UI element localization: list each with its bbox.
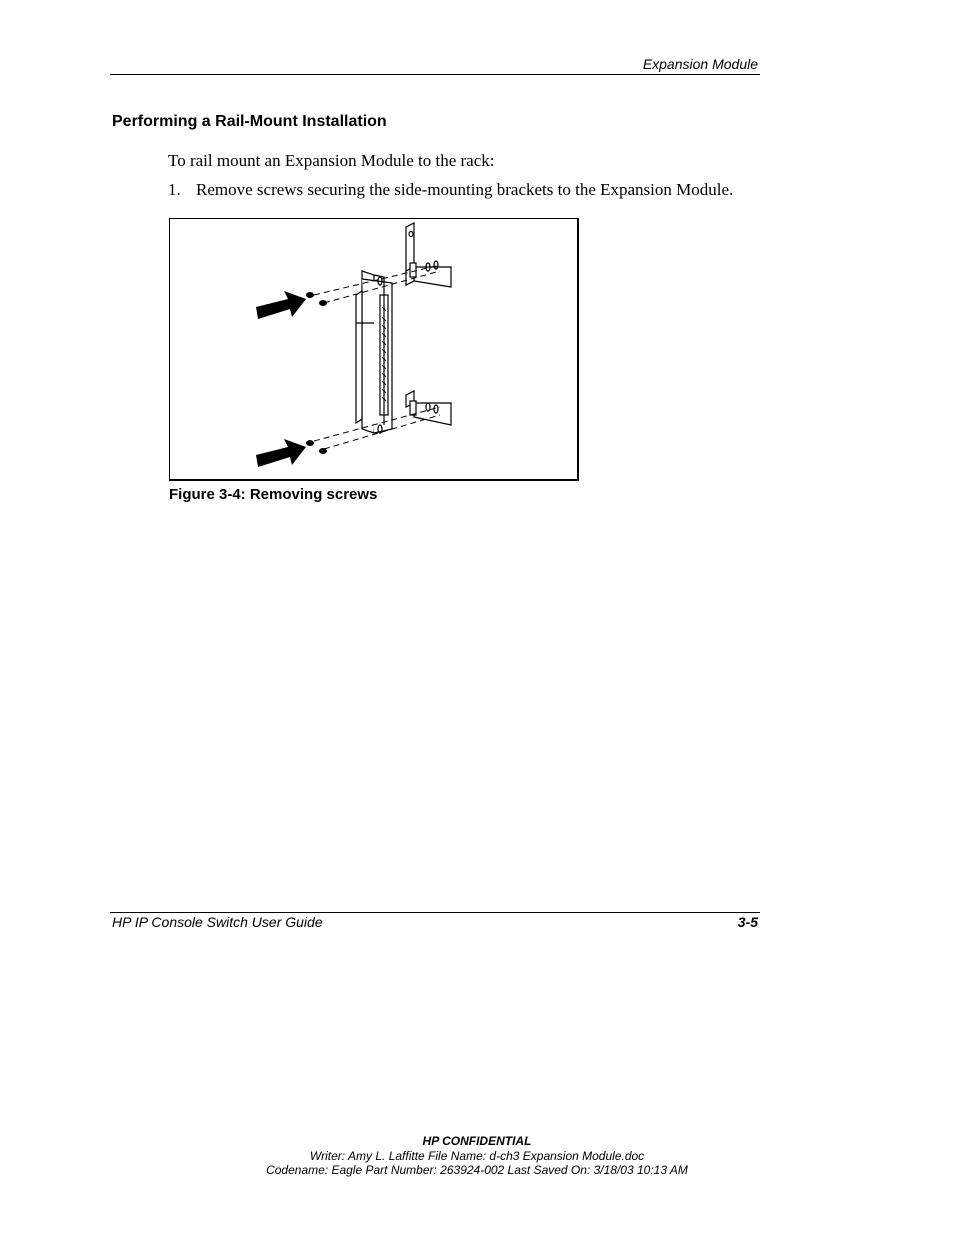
confidential-writer-line: Writer: Amy L. Laffitte File Name: d-ch3 Expansion Module.doc bbox=[309, 1149, 645, 1163]
figure-caption: Figure 3-4: Removing screws bbox=[169, 486, 378, 503]
intro-paragraph: To rail mount an Expansion Module to the rack: bbox=[168, 151, 495, 170]
step-text: Remove screws securing the side-mounting brackets to the Expansion Module. bbox=[196, 180, 734, 199]
section-heading: Performing a Rail-Mount Installation bbox=[112, 113, 387, 130]
step-number: 1. bbox=[168, 180, 181, 199]
header-rule bbox=[110, 74, 760, 75]
confidential-codename-line: Codename: Eagle Part Number: 263924-002 Last Saved On: 3/18/03 10:13 AM bbox=[266, 1163, 688, 1177]
footer-guide-title: HP IP Console Switch User Guide bbox=[112, 914, 323, 930]
figure-illustration bbox=[169, 218, 579, 481]
expansion-module-bracket-illustration bbox=[170, 219, 577, 479]
footer-rule bbox=[110, 912, 760, 913]
page-number: 3-5 bbox=[737, 914, 758, 930]
confidential-title: HP CONFIDENTIAL bbox=[422, 1134, 532, 1148]
step-item bbox=[168, 180, 733, 200]
running-header: Expansion Module bbox=[642, 56, 758, 72]
